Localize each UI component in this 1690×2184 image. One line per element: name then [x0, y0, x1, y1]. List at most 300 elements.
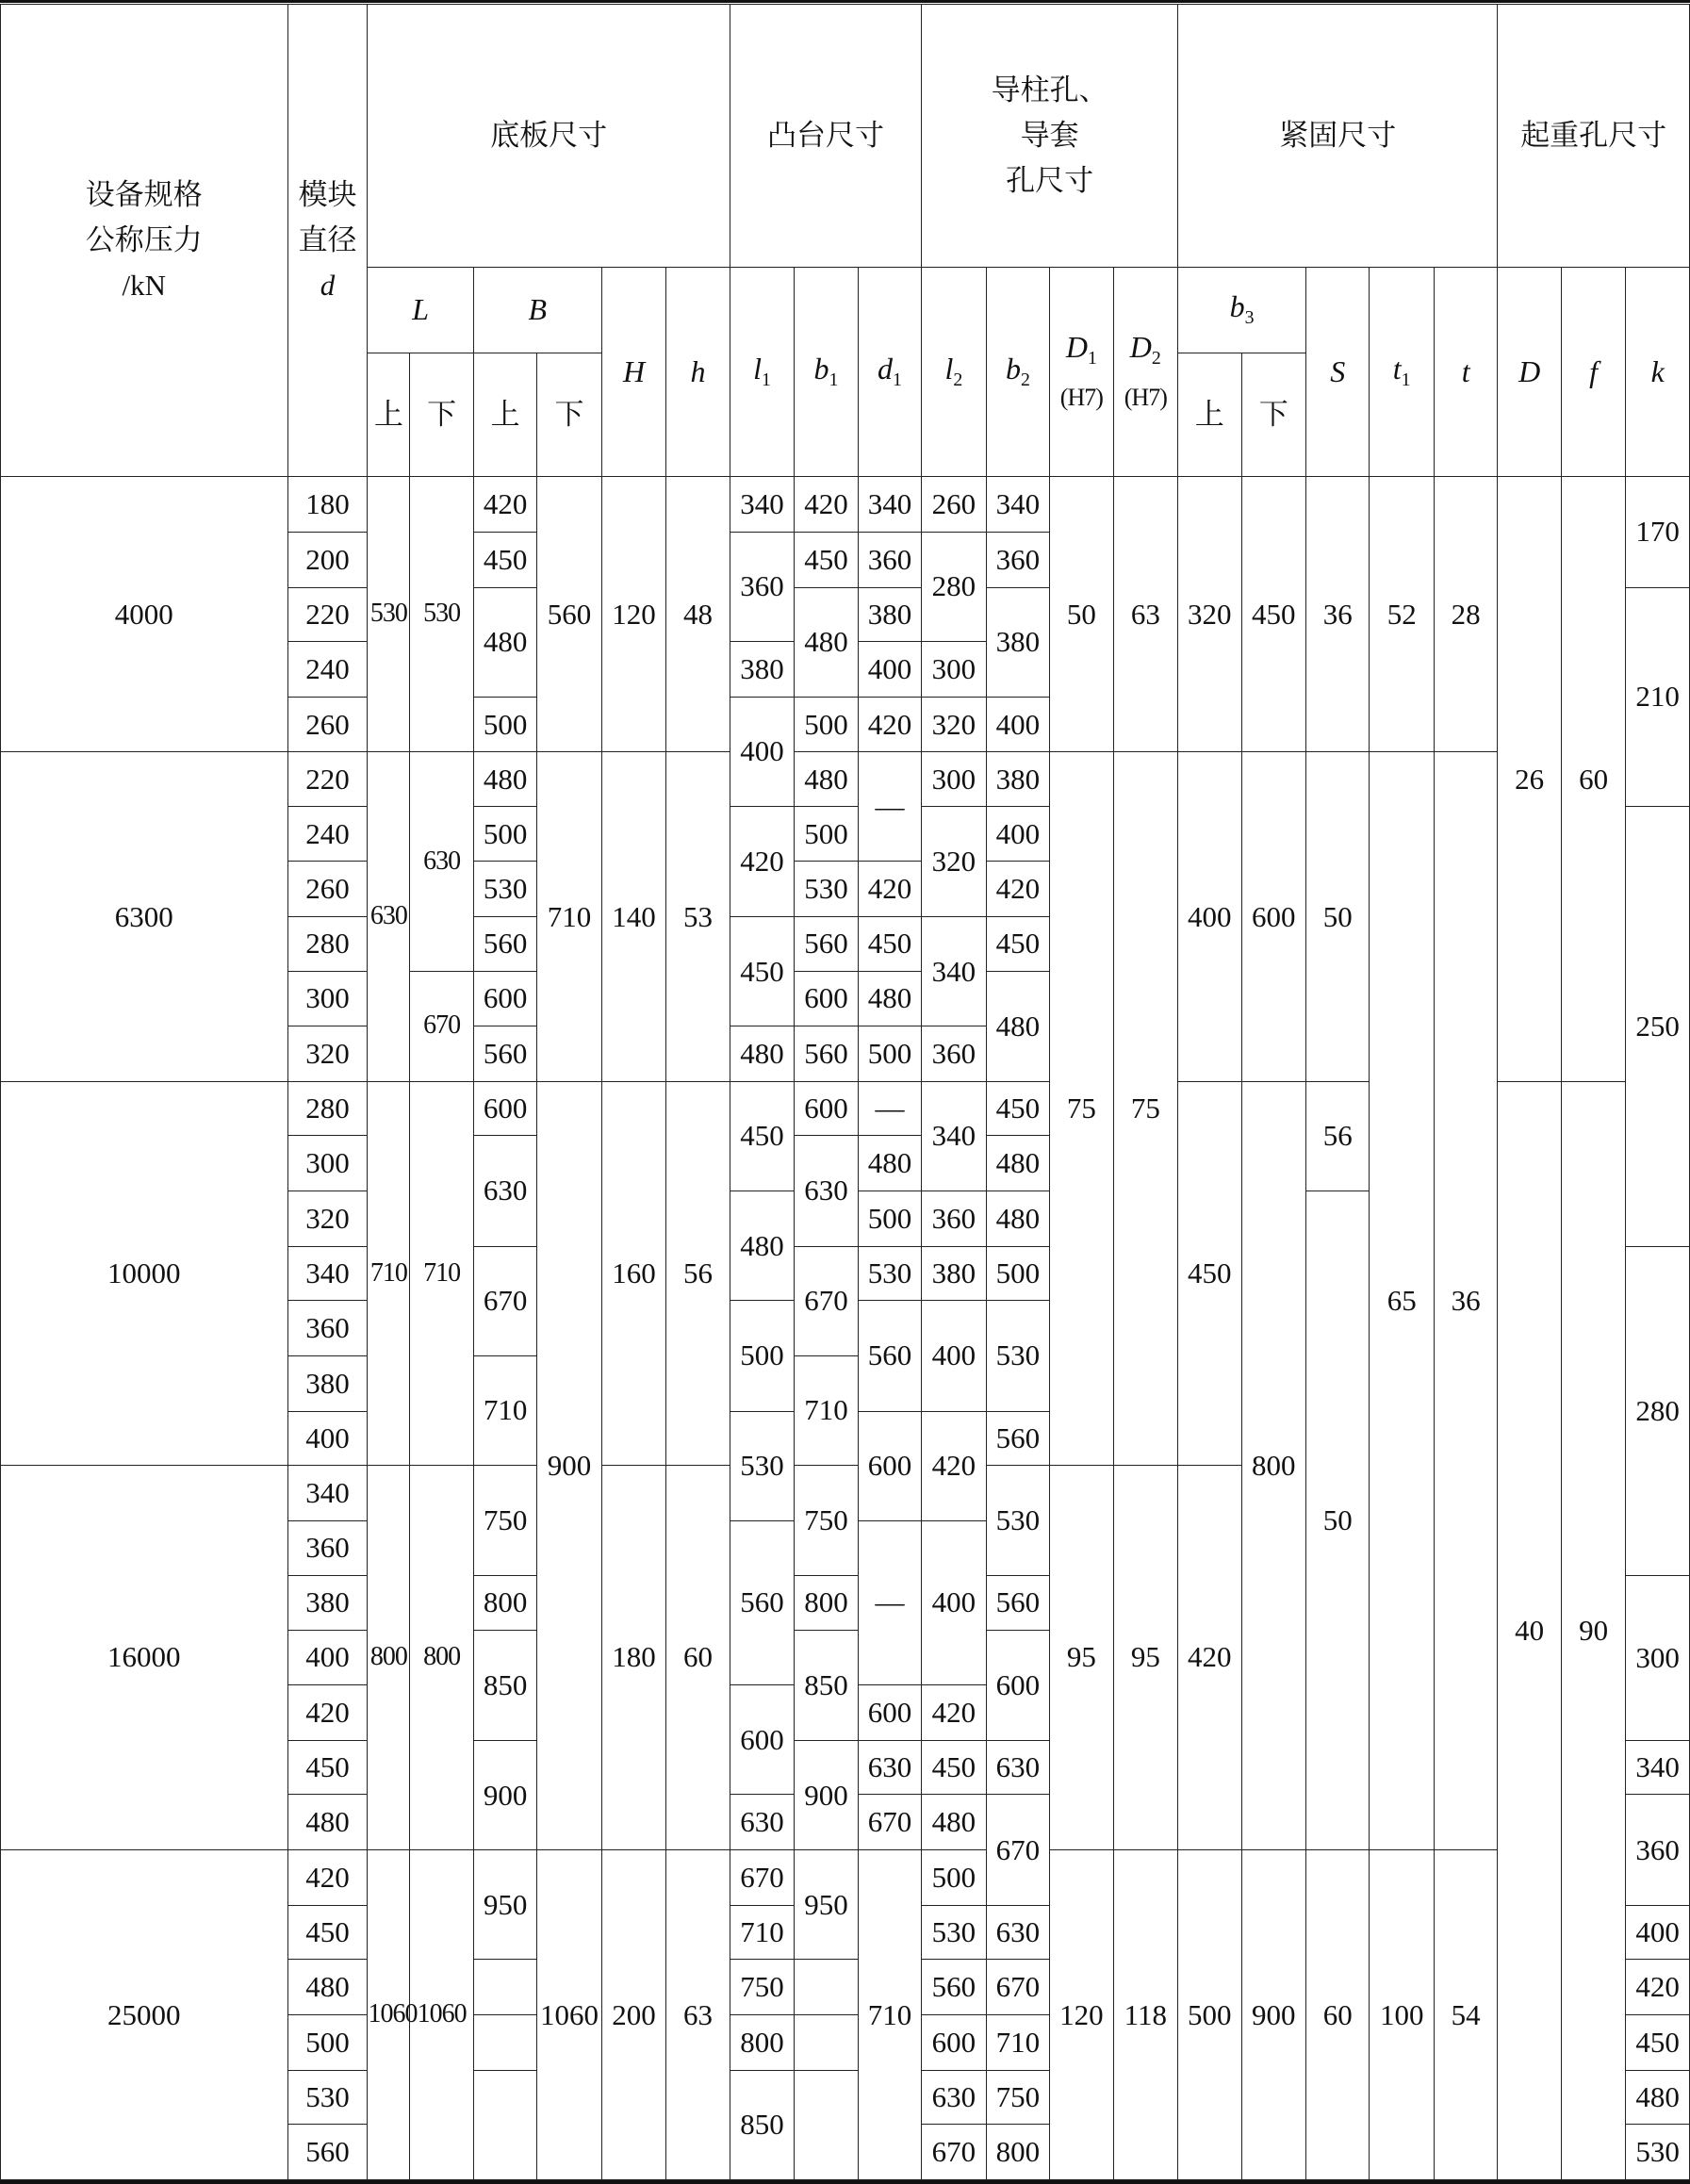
cell-col12: 710	[986, 2014, 1049, 2070]
cell-col8: 480	[730, 1026, 794, 1082]
header-l1-base: l	[753, 352, 762, 386]
header-D2-H7	[1113, 267, 1177, 477]
header-die-diameter-line2: 直径	[298, 223, 357, 257]
header-b2-sub: 2	[1020, 369, 1030, 390]
cell-col11: 450	[922, 1741, 986, 1795]
cell-col1-die-diameter: 200	[287, 532, 368, 587]
data-row	[1, 752, 1690, 806]
cell-col8: 710	[730, 1905, 794, 1959]
cell-col8: 600	[730, 1685, 794, 1795]
cell-col16: 450	[1241, 477, 1305, 752]
cell-col9: 850	[795, 1630, 858, 1740]
cell-col1-die-diameter: 300	[287, 971, 368, 1026]
cell-col11: 260	[922, 477, 986, 533]
cell-col8: 450	[730, 1081, 794, 1191]
header-d1	[858, 267, 921, 477]
cell-col1-die-diameter: 340	[287, 1246, 368, 1300]
cell-col4: 420	[473, 477, 536, 533]
cell-col1-die-diameter: 400	[287, 1630, 368, 1685]
cell-col9: 560	[795, 1026, 858, 1082]
cell-col9: 950	[795, 1850, 858, 1960]
cell-col1-die-diameter: 300	[287, 1136, 368, 1191]
header-D1-base: D	[1065, 329, 1088, 364]
cell-col16: 900	[1241, 1850, 1305, 2180]
cell-col10: 420	[858, 862, 921, 917]
cell-col7: 48	[666, 477, 730, 752]
cell-col8: 800	[730, 2014, 794, 2070]
header-row-1	[1, 5, 1690, 268]
cell-col1-die-diameter: 320	[287, 1191, 368, 1247]
cell-col9: 800	[795, 1576, 858, 1630]
cell-col11: 600	[922, 2014, 986, 2070]
cell-col3: 800	[410, 1465, 473, 1849]
cell-col12: 530	[986, 1301, 1049, 1411]
cell-col1-die-diameter: 400	[287, 1411, 368, 1465]
cell-col1-die-diameter: 220	[287, 752, 368, 806]
cell-col10: 530	[858, 1246, 921, 1300]
header-b2	[986, 267, 1049, 477]
bottom-rule	[0, 2180, 1690, 2184]
cell-col10: 420	[858, 697, 921, 752]
cell-col1-die-diameter: 530	[287, 2070, 368, 2124]
cell-col20: 26	[1498, 477, 1561, 1082]
cell-col20: 40	[1498, 1081, 1561, 2179]
cell-col6: 200	[601, 1850, 665, 2180]
header-L-upper: 上	[368, 353, 410, 477]
cell-col11: 500	[922, 1850, 986, 1906]
cell-col1-die-diameter: 420	[287, 1685, 368, 1741]
header-b3-base: b	[1229, 289, 1245, 324]
cell-col1-die-diameter: 450	[287, 1741, 368, 1795]
cell-col9: 420	[795, 477, 858, 533]
cell-col22: 210	[1626, 587, 1690, 806]
header-b3-lower: 下	[1241, 353, 1305, 477]
cell-col13: 75	[1050, 752, 1113, 1465]
cell-col11: 340	[922, 917, 986, 1026]
cell-col11: 300	[922, 641, 986, 697]
cell-col12: 450	[986, 1081, 1049, 1135]
cell-col22: 420	[1626, 1960, 1690, 2015]
cell-col0-equipment-pressure: 4000	[1, 477, 288, 752]
cell-col3: 630	[410, 752, 473, 971]
header-b1	[795, 267, 858, 477]
cell-col18: 100	[1370, 1850, 1434, 2180]
cell-col17: 56	[1306, 1081, 1370, 1191]
cell-col22: 250	[1626, 806, 1690, 1246]
cell-col8: 400	[730, 697, 794, 806]
cell-col8: 450	[730, 917, 794, 1026]
header-fastening: 紧固尺寸	[1178, 5, 1498, 268]
cell-col10: 670	[858, 1795, 921, 1850]
cell-col10: 400	[858, 641, 921, 697]
cell-col4: 600	[473, 971, 536, 1026]
cell-col11: 630	[922, 2070, 986, 2124]
cell-col15: 400	[1178, 752, 1241, 1082]
cell-col4: 500	[473, 697, 536, 752]
cell-col12: 340	[986, 477, 1049, 533]
cell-col2: 710	[368, 1081, 410, 1465]
cell-col1-die-diameter: 560	[287, 2125, 368, 2180]
table-body	[1, 5, 1690, 2180]
header-guide-hole-line2: 导套	[1020, 118, 1079, 152]
cell-col12: 400	[986, 806, 1049, 862]
cell-col12: 630	[986, 1905, 1049, 1959]
cell-col4: 670	[473, 1246, 536, 1355]
cell-col9: 530	[795, 862, 858, 917]
cell-col12: 450	[986, 917, 1049, 971]
cell-col2: 1060	[368, 1850, 410, 2180]
header-b1-base: b	[813, 352, 829, 386]
cell-col8: 500	[730, 1301, 794, 1411]
cell-col11: 380	[922, 1246, 986, 1300]
cell-col4	[473, 1960, 536, 2015]
header-L-lower: 下	[410, 353, 473, 477]
cell-col17: 36	[1306, 477, 1370, 752]
header-B: B	[473, 267, 601, 353]
cell-col4	[473, 2070, 536, 2179]
header-t1	[1370, 267, 1434, 477]
cell-col1-die-diameter: 260	[287, 697, 368, 752]
header-D1-tolerance: (H7)	[1059, 384, 1103, 412]
cell-col12: 500	[986, 1246, 1049, 1300]
cell-col2: 800	[368, 1465, 410, 1849]
header-k: k	[1626, 267, 1690, 477]
cell-col1-die-diameter: 280	[287, 1081, 368, 1135]
cell-col9: 450	[795, 532, 858, 587]
cell-col6: 140	[601, 752, 665, 1082]
cell-col12: 380	[986, 752, 1049, 806]
cell-col1-die-diameter: 450	[287, 1905, 368, 1959]
cell-col16: 600	[1241, 752, 1305, 1082]
cell-col4: 950	[473, 1850, 536, 1960]
header-guide-hole-line3: 孔尺寸	[1006, 163, 1094, 197]
header-l2-sub: 2	[953, 369, 963, 390]
cell-col11: 420	[922, 1685, 986, 1741]
cell-col12: 420	[986, 862, 1049, 917]
cell-col13: 50	[1050, 477, 1113, 752]
cell-col10: 380	[858, 587, 921, 641]
cell-col1-die-diameter: 220	[287, 587, 368, 641]
cell-col13: 120	[1050, 1850, 1113, 2180]
cell-col12: 530	[986, 1465, 1049, 1575]
header-die-diameter-symbol: d	[320, 269, 336, 303]
cell-col7: 63	[666, 1850, 730, 2180]
cell-col12: 480	[986, 1136, 1049, 1191]
cell-col4: 530	[473, 862, 536, 917]
cell-col1-die-diameter: 240	[287, 806, 368, 862]
header-B-lower: 下	[537, 353, 601, 477]
cell-col4: 600	[473, 1081, 536, 1135]
cell-col4: 560	[473, 917, 536, 971]
cell-col12: 630	[986, 1741, 1049, 1795]
cell-col11: 420	[922, 1411, 986, 1520]
cell-col4: 560	[473, 1026, 536, 1082]
cell-col10: 500	[858, 1191, 921, 1247]
cell-col1-die-diameter: 500	[287, 2014, 368, 2070]
cell-col7: 56	[666, 1081, 730, 1465]
cell-col18: 65	[1370, 752, 1434, 1850]
cell-col9: 500	[795, 697, 858, 752]
cell-col9: 600	[795, 971, 858, 1026]
cell-col11: 320	[922, 806, 986, 916]
cell-col1-die-diameter: 180	[287, 477, 368, 533]
header-l2	[922, 267, 986, 477]
cell-col19: 36	[1434, 752, 1497, 1850]
cell-col12: 600	[986, 1630, 1049, 1740]
header-b2-base: b	[1005, 352, 1021, 386]
cell-col4: 710	[473, 1355, 536, 1465]
cell-col9	[795, 2014, 858, 2070]
header-D1-sub: 1	[1087, 347, 1097, 369]
cell-col8: 360	[730, 532, 794, 641]
cell-col11: 280	[922, 532, 986, 641]
cell-col12: 480	[986, 971, 1049, 1081]
cell-col15: 320	[1178, 477, 1241, 752]
cell-col13: 95	[1050, 1465, 1113, 1849]
cell-col12: 560	[986, 1411, 1049, 1465]
cell-col9: 900	[795, 1741, 858, 1850]
cell-col1-die-diameter: 380	[287, 1576, 368, 1630]
cell-col19: 54	[1434, 1850, 1497, 2180]
cell-col17: 50	[1306, 1191, 1370, 1850]
cell-col1-die-diameter: 360	[287, 1520, 368, 1576]
cell-col9: 670	[795, 1246, 858, 1355]
header-b3	[1178, 267, 1306, 353]
cell-col22: 280	[1626, 1246, 1690, 1576]
cell-col22: 480	[1626, 2070, 1690, 2124]
header-h: h	[666, 267, 730, 477]
header-equipment-spec	[1, 5, 288, 477]
cell-col8: 560	[730, 1520, 794, 1685]
header-equipment-spec-line1: 设备规格	[85, 178, 203, 212]
header-D2-base: D	[1129, 329, 1152, 364]
cell-col19: 28	[1434, 477, 1497, 752]
header-lifting-hole: 起重孔尺寸	[1498, 5, 1690, 268]
die-base-dimension-table	[0, 4, 1690, 2180]
cell-col14: 63	[1113, 477, 1177, 752]
cell-col4: 450	[473, 532, 536, 587]
cell-col10: 710	[858, 1850, 921, 2180]
cell-col8: 340	[730, 477, 794, 533]
cell-col21: 60	[1561, 477, 1625, 1082]
cell-col22: 450	[1626, 2014, 1690, 2070]
cell-col10: 600	[858, 1685, 921, 1741]
header-l1-sub: 1	[761, 369, 771, 390]
cell-col10: 340	[858, 477, 921, 533]
header-b3-sub: 3	[1244, 307, 1255, 329]
cell-col6: 120	[601, 477, 665, 752]
cell-col22: 360	[1626, 1795, 1690, 1905]
cell-col8: 380	[730, 641, 794, 697]
header-t1-base: t	[1392, 352, 1402, 386]
cell-col10: 480	[858, 1136, 921, 1191]
cell-col10: 500	[858, 1026, 921, 1082]
cell-col8: 480	[730, 1191, 794, 1301]
header-l1	[730, 267, 794, 477]
cell-col11: 320	[922, 697, 986, 752]
cell-col7: 53	[666, 752, 730, 1082]
header-D1-H7	[1050, 267, 1113, 477]
cell-col1-die-diameter: 240	[287, 641, 368, 697]
cell-col9: 630	[795, 1136, 858, 1246]
header-D2-sub: 2	[1151, 347, 1161, 369]
cell-col10: —	[858, 1081, 921, 1135]
cell-col8: 530	[730, 1411, 794, 1520]
cell-col10: 450	[858, 917, 921, 971]
cell-col22: 400	[1626, 1905, 1690, 1959]
cell-col9: 480	[795, 587, 858, 697]
top-rule	[0, 0, 1690, 3]
cell-col11: 360	[922, 1191, 986, 1247]
cell-col4: 480	[473, 752, 536, 806]
cell-col0-equipment-pressure: 16000	[1, 1465, 288, 1849]
cell-col11: 480	[922, 1795, 986, 1850]
cell-col3: 530	[410, 477, 473, 752]
cell-col15: 500	[1178, 1850, 1241, 2180]
cell-col3: 670	[410, 971, 473, 1081]
cell-col4: 850	[473, 1630, 536, 1740]
cell-col0-equipment-pressure: 6300	[1, 752, 288, 1082]
cell-col12: 750	[986, 2070, 1049, 2124]
cell-col22: 530	[1626, 2125, 1690, 2180]
cell-col1-die-diameter: 340	[287, 1465, 368, 1520]
cell-col17: 60	[1306, 1850, 1370, 2180]
cell-col9: 710	[795, 1355, 858, 1465]
cell-col4	[473, 2014, 536, 2070]
header-L: L	[368, 267, 473, 353]
cell-col12: 670	[986, 1960, 1049, 2015]
cell-col9: 560	[795, 917, 858, 971]
header-die-diameter-line1: 模块	[298, 178, 357, 212]
data-row	[1, 1850, 1690, 1906]
cell-col22: 340	[1626, 1741, 1690, 1795]
header-die-diameter	[287, 5, 368, 477]
cell-col11: 400	[922, 1520, 986, 1685]
cell-col8: 420	[730, 806, 794, 916]
header-boss: 凸台尺寸	[730, 5, 921, 268]
data-row	[1, 477, 1690, 533]
header-D: D	[1498, 267, 1561, 477]
cell-col1-die-diameter: 480	[287, 1795, 368, 1850]
cell-col10: —	[858, 1520, 921, 1685]
cell-col8: 670	[730, 1850, 794, 1906]
cell-col1-die-diameter: 420	[287, 1850, 368, 1906]
cell-col9: 480	[795, 752, 858, 806]
cell-col11: 340	[922, 1081, 986, 1191]
header-D2-tolerance: (H7)	[1124, 384, 1167, 412]
cell-col7: 60	[666, 1465, 730, 1849]
header-d1-sub: 1	[892, 369, 902, 390]
cell-col2: 530	[368, 477, 410, 752]
cell-col12: 670	[986, 1795, 1049, 1905]
cell-col11: 560	[922, 1960, 986, 2015]
cell-col9	[795, 1960, 858, 2015]
cell-col8: 750	[730, 1960, 794, 2015]
cell-col15: 450	[1178, 1081, 1241, 1465]
cell-col4: 500	[473, 806, 536, 862]
cell-col12: 800	[986, 2125, 1049, 2180]
cell-col5: 1060	[537, 1850, 601, 2180]
cell-col10: 630	[858, 1741, 921, 1795]
cell-col4: 750	[473, 1465, 536, 1575]
cell-col15: 420	[1178, 1465, 1241, 1849]
cell-col3: 1060	[410, 1850, 473, 2180]
cell-col0-equipment-pressure: 25000	[1, 1850, 288, 2180]
cell-col8: 630	[730, 1795, 794, 1850]
header-b1-sub: 1	[829, 369, 839, 390]
cell-col4: 900	[473, 1741, 536, 1850]
cell-col10: 560	[858, 1301, 921, 1411]
cell-col18: 52	[1370, 477, 1434, 752]
cell-col1-die-diameter: 480	[287, 1960, 368, 2015]
cell-col4: 480	[473, 587, 536, 697]
cell-col11: 530	[922, 1905, 986, 1959]
cell-col1-die-diameter: 320	[287, 1026, 368, 1082]
cell-col14: 75	[1113, 752, 1177, 1465]
cell-col0-equipment-pressure: 10000	[1, 1081, 288, 1465]
header-t: t	[1434, 267, 1497, 477]
header-B-upper: 上	[473, 353, 536, 477]
cell-col3: 710	[410, 1081, 473, 1465]
cell-col5: 710	[537, 752, 601, 1082]
cell-col14: 95	[1113, 1465, 1177, 1849]
header-f: f	[1561, 267, 1625, 477]
cell-col22: 170	[1626, 477, 1690, 587]
cell-col11: 360	[922, 1026, 986, 1082]
header-H: H	[601, 267, 665, 477]
cell-col11: 300	[922, 752, 986, 806]
cell-col12: 560	[986, 1576, 1049, 1630]
header-t1-sub: 1	[1401, 369, 1411, 390]
cell-col12: 380	[986, 587, 1049, 697]
cell-col10: 360	[858, 532, 921, 587]
cell-col22: 300	[1626, 1576, 1690, 1741]
cell-col10: 480	[858, 971, 921, 1026]
cell-col1-die-diameter: 280	[287, 917, 368, 971]
header-l2-base: l	[944, 352, 954, 386]
cell-col1-die-diameter: 260	[287, 862, 368, 917]
cell-col6: 160	[601, 1081, 665, 1465]
cell-col14: 118	[1113, 1850, 1177, 2180]
cell-col12: 480	[986, 1191, 1049, 1247]
cell-col11: 400	[922, 1301, 986, 1411]
header-guide-hole	[922, 5, 1178, 268]
cell-col16: 800	[1241, 1081, 1305, 1849]
cell-col12: 400	[986, 697, 1049, 752]
cell-col5: 560	[537, 477, 601, 752]
cell-col9: 750	[795, 1465, 858, 1575]
cell-col4: 630	[473, 1136, 536, 1246]
cell-col1-die-diameter: 380	[287, 1355, 368, 1411]
cell-col2: 630	[368, 752, 410, 1082]
header-equipment-spec-line2: 公称压力	[85, 223, 203, 257]
cell-col5: 900	[537, 1081, 601, 1849]
cell-col9	[795, 2070, 858, 2179]
cell-col9: 500	[795, 806, 858, 862]
cell-col9: 600	[795, 1081, 858, 1135]
header-d1-base: d	[877, 352, 893, 386]
cell-col8: 850	[730, 2070, 794, 2179]
cell-col1-die-diameter: 360	[287, 1301, 368, 1356]
cell-col10: 600	[858, 1411, 921, 1520]
header-guide-hole-line1: 导柱孔、	[991, 73, 1108, 107]
cell-col21: 90	[1561, 1081, 1625, 2179]
cell-col17: 50	[1306, 752, 1370, 1082]
cell-col6: 180	[601, 1465, 665, 1849]
header-equipment-spec-line3: /kN	[122, 269, 167, 303]
header-base-plate: 底板尺寸	[368, 5, 730, 268]
header-b3-upper: 上	[1178, 353, 1241, 477]
